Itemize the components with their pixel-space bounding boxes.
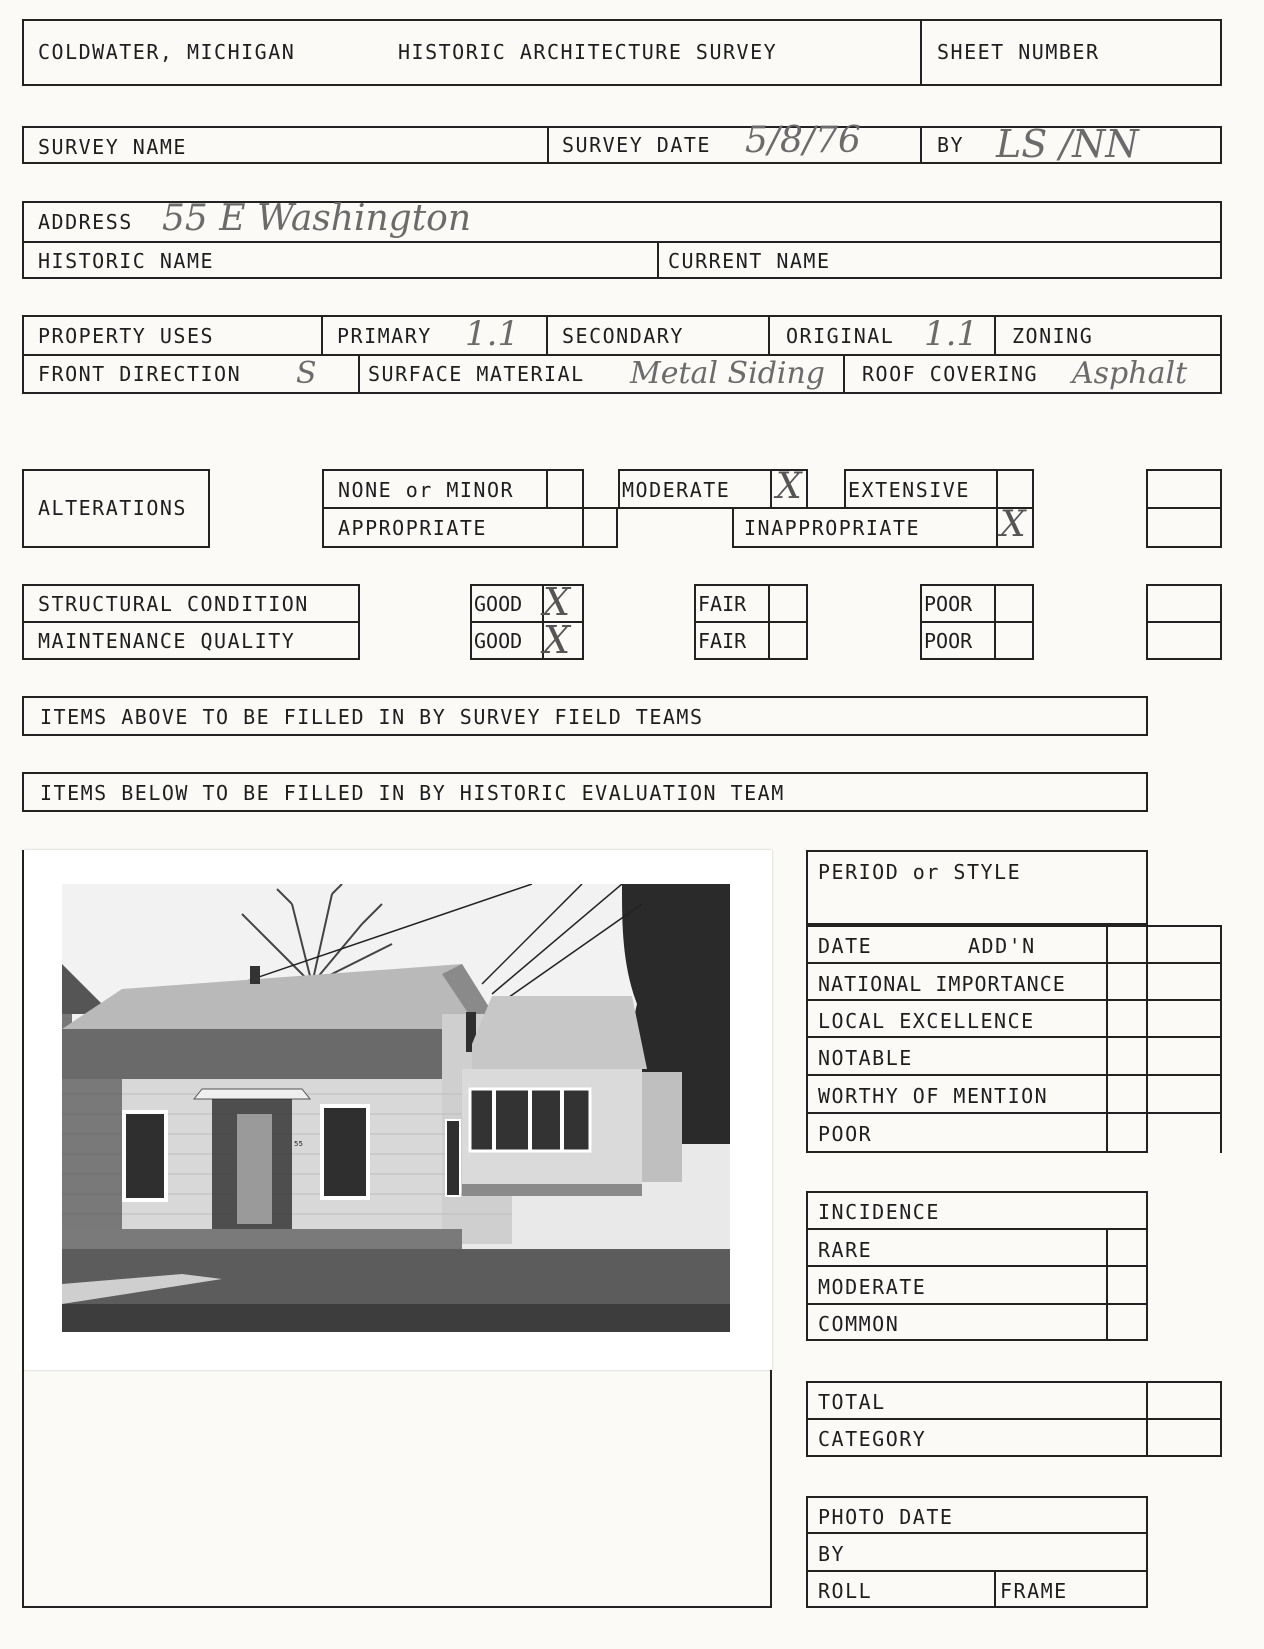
secondary-label: SECONDARY [562, 324, 684, 348]
rule [1146, 1036, 1222, 1038]
period-style-label: PERIOD or STYLE [818, 860, 1022, 884]
worthy-of-mention-label: WORTHY OF MENTION [818, 1084, 1049, 1108]
surface-material-label: SURFACE MATERIAL [368, 362, 585, 386]
rule [806, 962, 1148, 964]
front-direction-label: FRONT DIRECTION [38, 362, 242, 386]
evaluation-team-note: ITEMS BELOW TO BE FILLED IN BY HISTORIC EVALUATION TEAM [40, 781, 785, 805]
rule [1146, 1074, 1222, 1076]
rule [994, 315, 996, 355]
survey-title: HISTORIC ARCHITECTURE SURVEY [398, 40, 778, 64]
city-title: COLDWATER, MICHIGAN [38, 40, 296, 64]
original-label: ORIGINAL [786, 324, 895, 348]
poor-label-maintenance: POOR [924, 629, 973, 653]
national-importance-label: NATIONAL IMPORTANCE [818, 972, 1066, 996]
rule [22, 621, 360, 623]
rule [806, 1570, 1148, 1572]
rule [358, 354, 360, 394]
front-direction-value: S [296, 356, 317, 391]
rule [1146, 621, 1222, 623]
address-label: ADDRESS [38, 210, 133, 234]
field-teams-note: ITEMS ABOVE TO BE FILLED IN BY SURVEY FIELD TEAMS [40, 705, 704, 729]
zoning-label: ZONING [1012, 324, 1094, 348]
rule [843, 354, 845, 394]
maintenance-quality-label: MAINTENANCE QUALITY [38, 629, 296, 653]
appropriate-label: APPROPRIATE [338, 516, 487, 540]
rule [1220, 925, 1222, 1153]
category-label: CATEGORY [818, 1427, 927, 1451]
rule [996, 469, 998, 509]
primary-value: 1.1 [465, 314, 520, 354]
photo-date-label: PHOTO DATE [818, 1505, 954, 1529]
inappropriate-label: INAPPROPRIATE [744, 516, 921, 540]
rule [1146, 962, 1222, 964]
survey-date-label: SURVEY DATE [562, 133, 711, 157]
rule [806, 1303, 1148, 1305]
notable-label: NOTABLE [818, 1046, 913, 1070]
rule [582, 507, 584, 548]
rule [22, 126, 24, 164]
rule [22, 354, 1222, 356]
rule [1146, 925, 1222, 927]
rule [806, 1228, 1148, 1230]
rule [546, 315, 548, 355]
frame-label: FRAME [1000, 1579, 1068, 1603]
poor-label-structural: POOR [924, 592, 973, 616]
rule [1146, 507, 1222, 509]
by-value: LS /NN [996, 122, 1139, 166]
moderate-label: MODERATE [622, 478, 731, 502]
property-uses-label: PROPERTY USES [38, 324, 215, 348]
fair-label-structural: FAIR [698, 592, 747, 616]
moderate-incidence-label: MODERATE [818, 1275, 927, 1299]
rule [1146, 1381, 1148, 1457]
date-label: DATE [818, 934, 873, 958]
rule [657, 241, 659, 279]
alterations-label: ALTERATIONS [38, 496, 187, 520]
roof-covering-value: Asphalt [1072, 356, 1188, 391]
rule [996, 507, 998, 548]
good-label-structural: GOOD [474, 592, 523, 616]
rule [920, 621, 1034, 623]
rule [1106, 925, 1108, 1153]
survey-date-value: 5/8/76 [745, 120, 861, 161]
rule [806, 1265, 1148, 1267]
house-photo [62, 884, 730, 1332]
poor-eval-label: POOR [818, 1122, 873, 1146]
rule [920, 126, 922, 164]
rule [770, 469, 772, 509]
rule [547, 126, 549, 164]
importance-box [806, 925, 1148, 1153]
rule [806, 999, 1148, 1001]
sheet-number-label: SHEET NUMBER [937, 40, 1100, 64]
address-value: 55 E Washington [162, 198, 472, 239]
house-number: 55 [294, 1140, 303, 1148]
rule [1220, 126, 1222, 164]
good-label-maintenance: GOOD [474, 629, 523, 653]
rule [22, 241, 1222, 243]
survey-name-label: SURVEY NAME [38, 135, 187, 159]
rule [806, 1036, 1148, 1038]
rule [994, 584, 996, 660]
current-name-label: CURRENT NAME [668, 249, 831, 273]
rule [768, 315, 770, 355]
roll-label: ROLL [818, 1579, 873, 1603]
rule [806, 1112, 1148, 1114]
rule [694, 621, 808, 623]
rule [806, 1074, 1148, 1076]
primary-label: PRIMARY [337, 324, 432, 348]
divider [920, 19, 922, 86]
rule [768, 584, 770, 660]
rare-label: RARE [818, 1238, 873, 1262]
structural-good-mark: X [543, 580, 571, 624]
none-minor-label: NONE or MINOR [338, 478, 515, 502]
rule [321, 315, 323, 355]
rule [1146, 999, 1222, 1001]
local-excellence-label: LOCAL EXCELLENCE [818, 1009, 1035, 1033]
historic-name-label: HISTORIC NAME [38, 249, 215, 273]
rule [546, 469, 548, 509]
maintenance-good-mark: X [543, 618, 571, 662]
photo-by-label: BY [818, 1542, 846, 1566]
inappropriate-mark: X [1000, 504, 1026, 545]
fair-label-maintenance: FAIR [698, 629, 747, 653]
total-label: TOTAL [818, 1390, 886, 1414]
rule [1146, 1112, 1222, 1114]
moderate-mark: X [776, 466, 802, 507]
incidence-label: INCIDENCE [818, 1200, 940, 1224]
by-label: BY [937, 133, 965, 157]
original-value: 1.1 [924, 314, 979, 354]
structural-condition-label: STRUCTURAL CONDITION [38, 592, 309, 616]
common-label: COMMON [818, 1312, 900, 1336]
rule [806, 1418, 1222, 1420]
addn-label: ADD'N [968, 934, 1036, 958]
rule [994, 1570, 996, 1608]
extensive-label: EXTENSIVE [848, 478, 970, 502]
surface-material-value: Metal Siding [630, 356, 826, 391]
roof-covering-label: ROOF COVERING [862, 362, 1039, 386]
rule [806, 1532, 1148, 1534]
rule [1106, 1228, 1108, 1341]
